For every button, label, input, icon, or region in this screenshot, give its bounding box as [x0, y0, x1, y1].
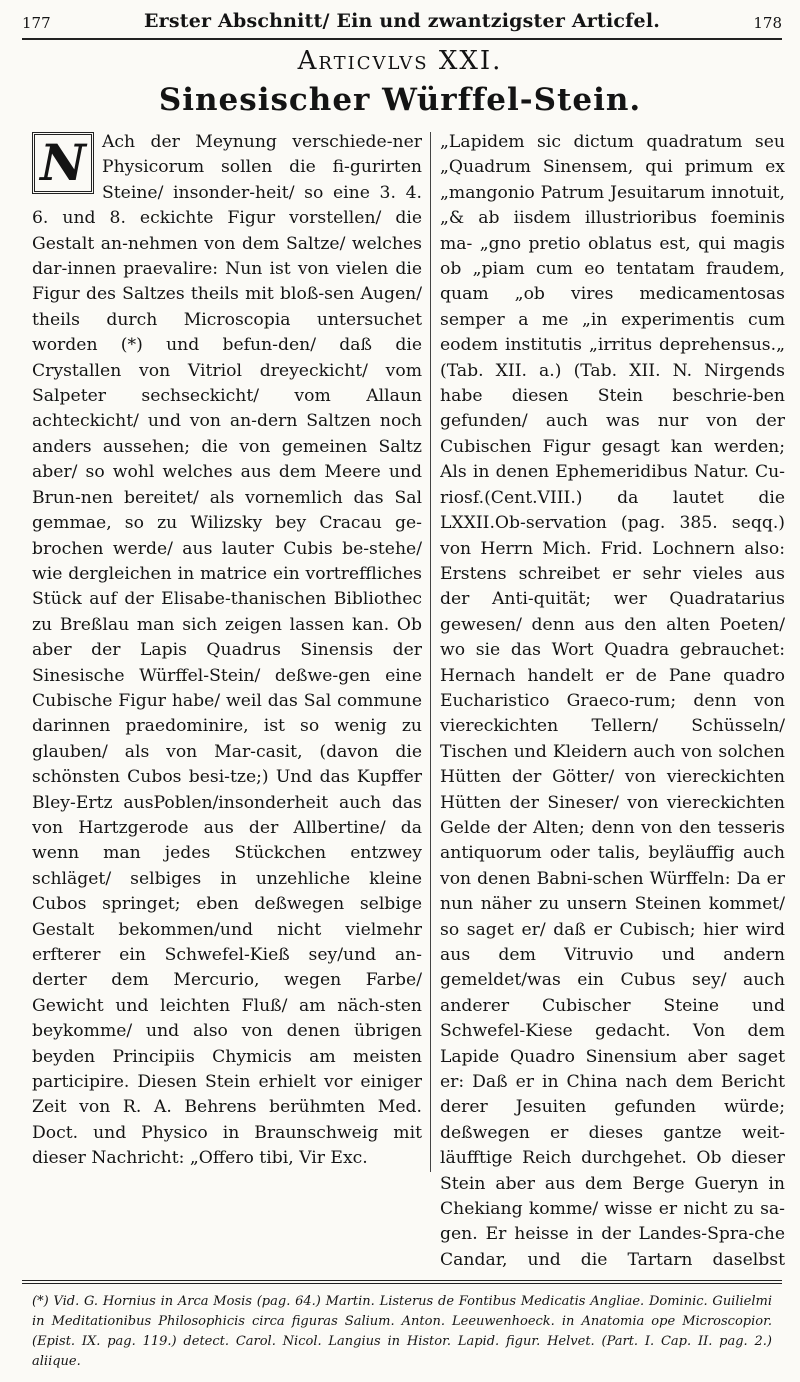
running-title: Erster Abschnitt/ Ein und zwantzigster Articfel.: [143, 10, 661, 32]
left-column: [32, 130, 422, 1270]
left-page-number: 177: [22, 14, 51, 32]
right-column: [440, 130, 785, 1270]
dropcap-initial: N: [32, 132, 94, 194]
footnote-rule-double: [22, 1283, 782, 1284]
article-heading: Articvlvs XXI.: [297, 46, 503, 76]
right-column-text: „Lapidem sic dictum quadratum seu „Quadrum Sinensem, qui primum ex „mangonio Patrum Jesuitarum innotuit, „& ab iisdem illustrioribus foeminis ma- „gno pretio oblatus est, qui magis ob „piam cum eo tentatam fraudem, quam „ob vires medicamentosas semper a me „in experimentis cum eodem institutis „irritus deprehensus.„ (Tab. XII. a.) (Tab. XII. N. Nirgends habe diesen Stein beschrie-ben gefunden/ auch was nur von der Cubischen Figur gesagt kan werden; Als in denen Ephemeridibus Natur. Cu-riosf.(Cent.VIII.) da lautet die LXXII.Ob-servation (pag. 385. seqq.) von Herrn Mich. Frid. Lochnern also: Erstens schreibet er sehr vieles aus der Anti-quität; wer Quadratarius gewesen/ denn aus den alten Poeten/ wo sie das Wort Quadra gebrauchet: Hernach handelt er de Pane quadro Eucharistico Graeco-rum; denn von viereckichten Tellern/ Schüsseln/ Tischen und Kleidern auch von solchen Hütten der Götter/ von viereckichten Hütten der Sineser/ von viereckichten Gelde der Alten; denn von den tesseris antiquorum oder talis, beyläuffig auch von denen Babni-schen Würffeln: Da er nun näher zu unsern Steinen kommet/ so saget er/ daß er Cubisch; hier wird aus dem Vitruvio und andern gemeldet/was ein Cubus sey/ auch anderer Cubischer Steine und Schwefel-Kiese gedacht. Von dem Lapide Quadro Sinensium aber saget er: Daß er in China nach dem Bericht derer Jesuiten gefunden würde; deßwegen er dieses gantze weit-läufftige Reich durchgehet. Ob dieser Stein aber aus dem Berge Gueryn in Chekiang komme/ wisse er nicht zu sa-gen. Er heisse in der Landes-Spra-che Candar, und die Tartarn daselbst: [440, 132, 785, 1270]
right-page-number: 178: [753, 14, 782, 32]
section-title: Sinesischer Würffel-Stein.: [158, 82, 642, 118]
column-divider: [430, 132, 431, 1172]
left-column-text: Ach der Meynung verschiede-ner Physicorum sollen die fi-gurirten Steine/ insonder-heit/ so eine 3. 4. 6. und 8. eckichte Figur vorstellen/ die Gestalt an-nehmen von dem Saltze/ welches dar-innen praevalire: Nun ist von vielen die Figur des Saltzes theils mit bloß-sen Augen/ theils durch Microscopia untersuchet worden (*) und befun-den/ daß die Crystallen von Vitriol dreyeckicht/ vom Salpeter sechseckicht/ vom Allaun achteckicht/ und von an-dern Saltzen noch anders aussehen; die von gemeinen Saltz aber/ so wohl welches aus dem Meere und Brun-nen bereitet/ als vornemlich das Sal gemmae, so zu Wilizsky bey Cracau ge-brochen werde/ aus lauter Cubis be-stehe/ wie dergleichen in matrice ein vortreffliches Stück auf der Elisabe-thanischen Bibliothec zu Breßlau man sich zeigen lassen kan. Ob aber der Lapis Quadrus Sinensis der Sinesische Würffel-Stein/ deßwe-gen eine Cubische Figur habe/ weil das Sal commune darinnen praedominire, ist so wenig zu glauben/ als von Mar-casit, (davon die schönsten Cubos besi-tze;) Und das Kupffer Bley-Ertz ausPoblen/insonderheit auch das von Hartzgerode aus der Allbertine/ da wenn man jedes Stückchen entzwey schläget/ selbiges in unzehliche kleine Cubos springet; eben deßwegen selbige Gestalt bekommen/und nicht vielmehr erfterer ein Schwefel-Kieß sey/und an-derter dem Mercurio, wegen Farbe/ Gewicht und leichten Fluß/ am näch-sten beykomme/ und also von denen übrigen beyden Principiis Chymicis am meisten participire. Diesen Stein erhielt vor einiger Zeit von R. A. Behrens berühmten Med. Doct. und Physico in Braunschweig mit dieser Nachricht: „Offero tibi, Vir Exc.: [32, 132, 422, 1169]
page-header: [22, 8, 782, 40]
footnote: (*) Vid. G. Hornius in Arca Mosis (pag. 64.) Martin. Listerus de Fontibus Medicatis Angliae. Dominic. Guilielmi in Meditationibus Philosophicis circa figuras Salium. Anton. Leeuwenhoeck. in Anatomia ope Microscopior. (Epist. IX. pag. 119.) detect. Carol. Nicol. Langius in Histor. Lapid. figur. Helvet. (Part. I. Cap. II. pag. 2.) aliique.: [32, 1294, 772, 1369]
footnote-rule: [22, 1280, 782, 1281]
